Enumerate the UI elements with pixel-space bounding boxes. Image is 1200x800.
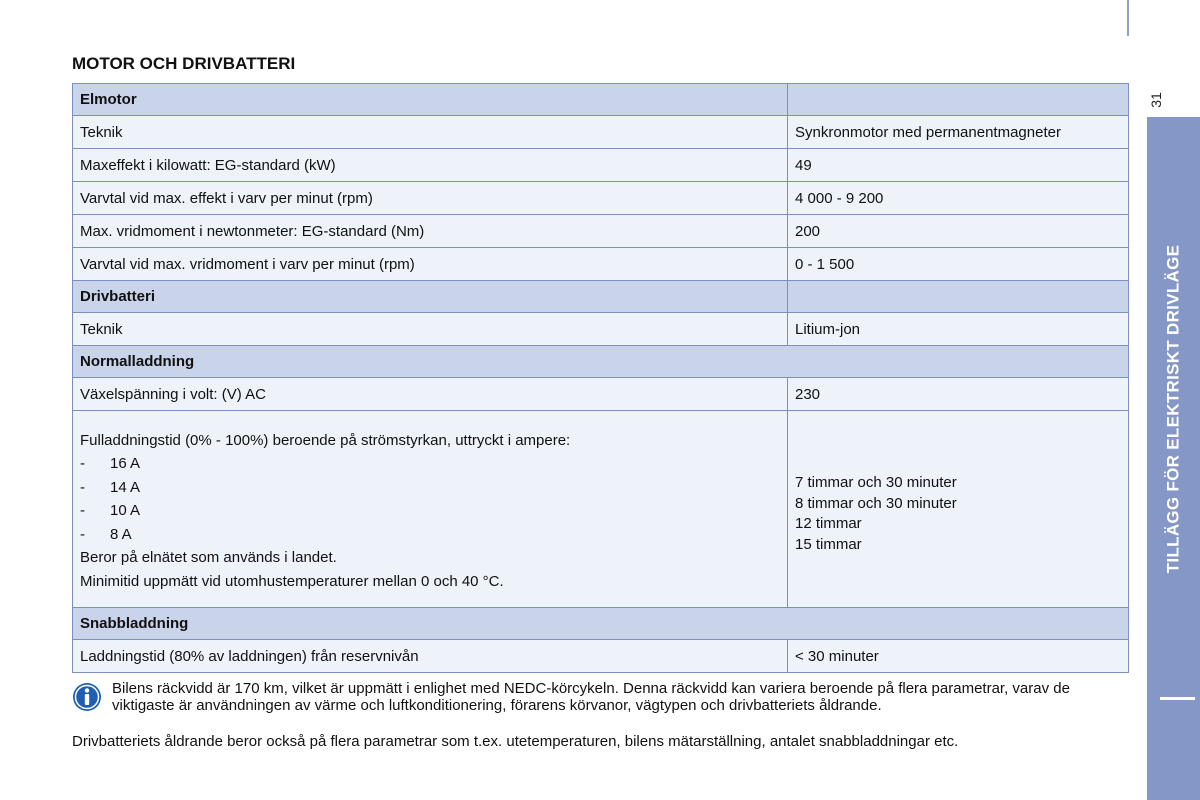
charge-time: 15 timmar: [795, 535, 862, 553]
row-value: 0 - 1 500: [788, 248, 1129, 281]
row-label: Maxeffekt i kilowatt: EG-standard (kW): [73, 149, 788, 182]
row-value: 49: [788, 149, 1129, 182]
list-item: - 10 A: [80, 502, 141, 520]
section-label: Snabbladdning: [73, 608, 1129, 640]
charge-time: 8 timmar och 30 minuter: [795, 494, 957, 512]
spec-table: [72, 83, 1129, 673]
side-tab-label: TILLÄGG FÖR ELEKTRISKT DRIVLÄGE: [1163, 244, 1183, 573]
list-item: - 16 A: [80, 455, 141, 473]
row-value: Synkronmotor med permanentmagneter: [788, 116, 1129, 149]
row-label: Teknik: [73, 116, 788, 149]
row-value: Litium-jon: [788, 313, 1129, 346]
row-value: 200: [788, 215, 1129, 248]
top-rule: [1127, 0, 1129, 36]
current-list: [80, 452, 780, 546]
table-row: [73, 248, 1129, 281]
table-row: [73, 313, 1129, 346]
section-value: [788, 84, 1129, 116]
section-label: Elmotor: [73, 84, 788, 116]
charge-note-grid: Beror på elnätet som används i landet.: [80, 549, 337, 567]
table-row: [73, 116, 1129, 149]
charge-time-label-cell: [73, 411, 788, 608]
info-text: Bilens räckvidd är 170 km, vilket är uppmätt i enlighet med NEDC-körcykeln. Denna räckvidd kan variera beroende på flera parametrar, varav de viktigaste är användningen av värme och luftkonditionering, förarens körvanor, vägtypen och drivbatteriets åldrande.: [112, 680, 1070, 714]
row-label: Teknik: [73, 313, 788, 346]
section-label: Drivbatteri: [73, 281, 788, 313]
charge-intro: Fulladdningstid (0% - 100%) beroende på strömstyrkan, uttryckt i ampere:: [80, 431, 571, 449]
charge-time-row: [73, 411, 1129, 608]
section-row-snabbladdning: [73, 608, 1129, 640]
battery-note: Drivbatteriets åldrande beror också på flera parametrar som t.ex. utetemperaturen, bilens mätarställning, antalet snabbladdningar etc.: [72, 733, 959, 750]
row-label: Laddningstid (80% av laddningen) från reservnivån: [73, 640, 788, 673]
row-label: Max. vridmoment i newtonmeter: EG-standard (Nm): [73, 215, 788, 248]
page-title: MOTOR OCH DRIVBATTERI: [72, 54, 296, 73]
info-icon: [72, 682, 102, 712]
section-row-normalladdning: [73, 346, 1129, 378]
table-row: [73, 378, 1129, 411]
row-label: Växelspänning i volt: (V) AC: [73, 378, 788, 411]
side-tab-marker: [1160, 697, 1195, 700]
list-item: - 8 A: [80, 525, 132, 543]
row-value: 4 000 - 9 200: [788, 182, 1129, 215]
table-row: [73, 149, 1129, 182]
row-label: Varvtal vid max. vridmoment i varv per minut (rpm): [73, 248, 788, 281]
row-value: 230: [788, 378, 1129, 411]
row-value: < 30 minuter: [788, 640, 1129, 673]
side-tab-label-wrap: [1147, 117, 1200, 700]
section-label: Normalladdning: [73, 346, 1129, 378]
table-row: [73, 182, 1129, 215]
section-value: [788, 281, 1129, 313]
row-label: Varvtal vid max. effekt i varv per minut (rpm): [73, 182, 788, 215]
section-row-drivbatteri: [73, 281, 1129, 313]
page-number: 31: [1148, 92, 1164, 108]
table-row: [73, 640, 1129, 673]
list-item: - 14 A: [80, 478, 141, 496]
section-row-elmotor: [73, 84, 1129, 116]
table-row: [73, 215, 1129, 248]
charge-time: 7 timmar och 30 minuter: [795, 474, 957, 491]
charge-time: 12 timmar: [795, 515, 862, 532]
charge-note-temp: Minimitid uppmätt vid utomhustemperaturer mellan 0 och 40 °C.: [80, 572, 504, 590]
charge-time-values: [788, 411, 1129, 608]
